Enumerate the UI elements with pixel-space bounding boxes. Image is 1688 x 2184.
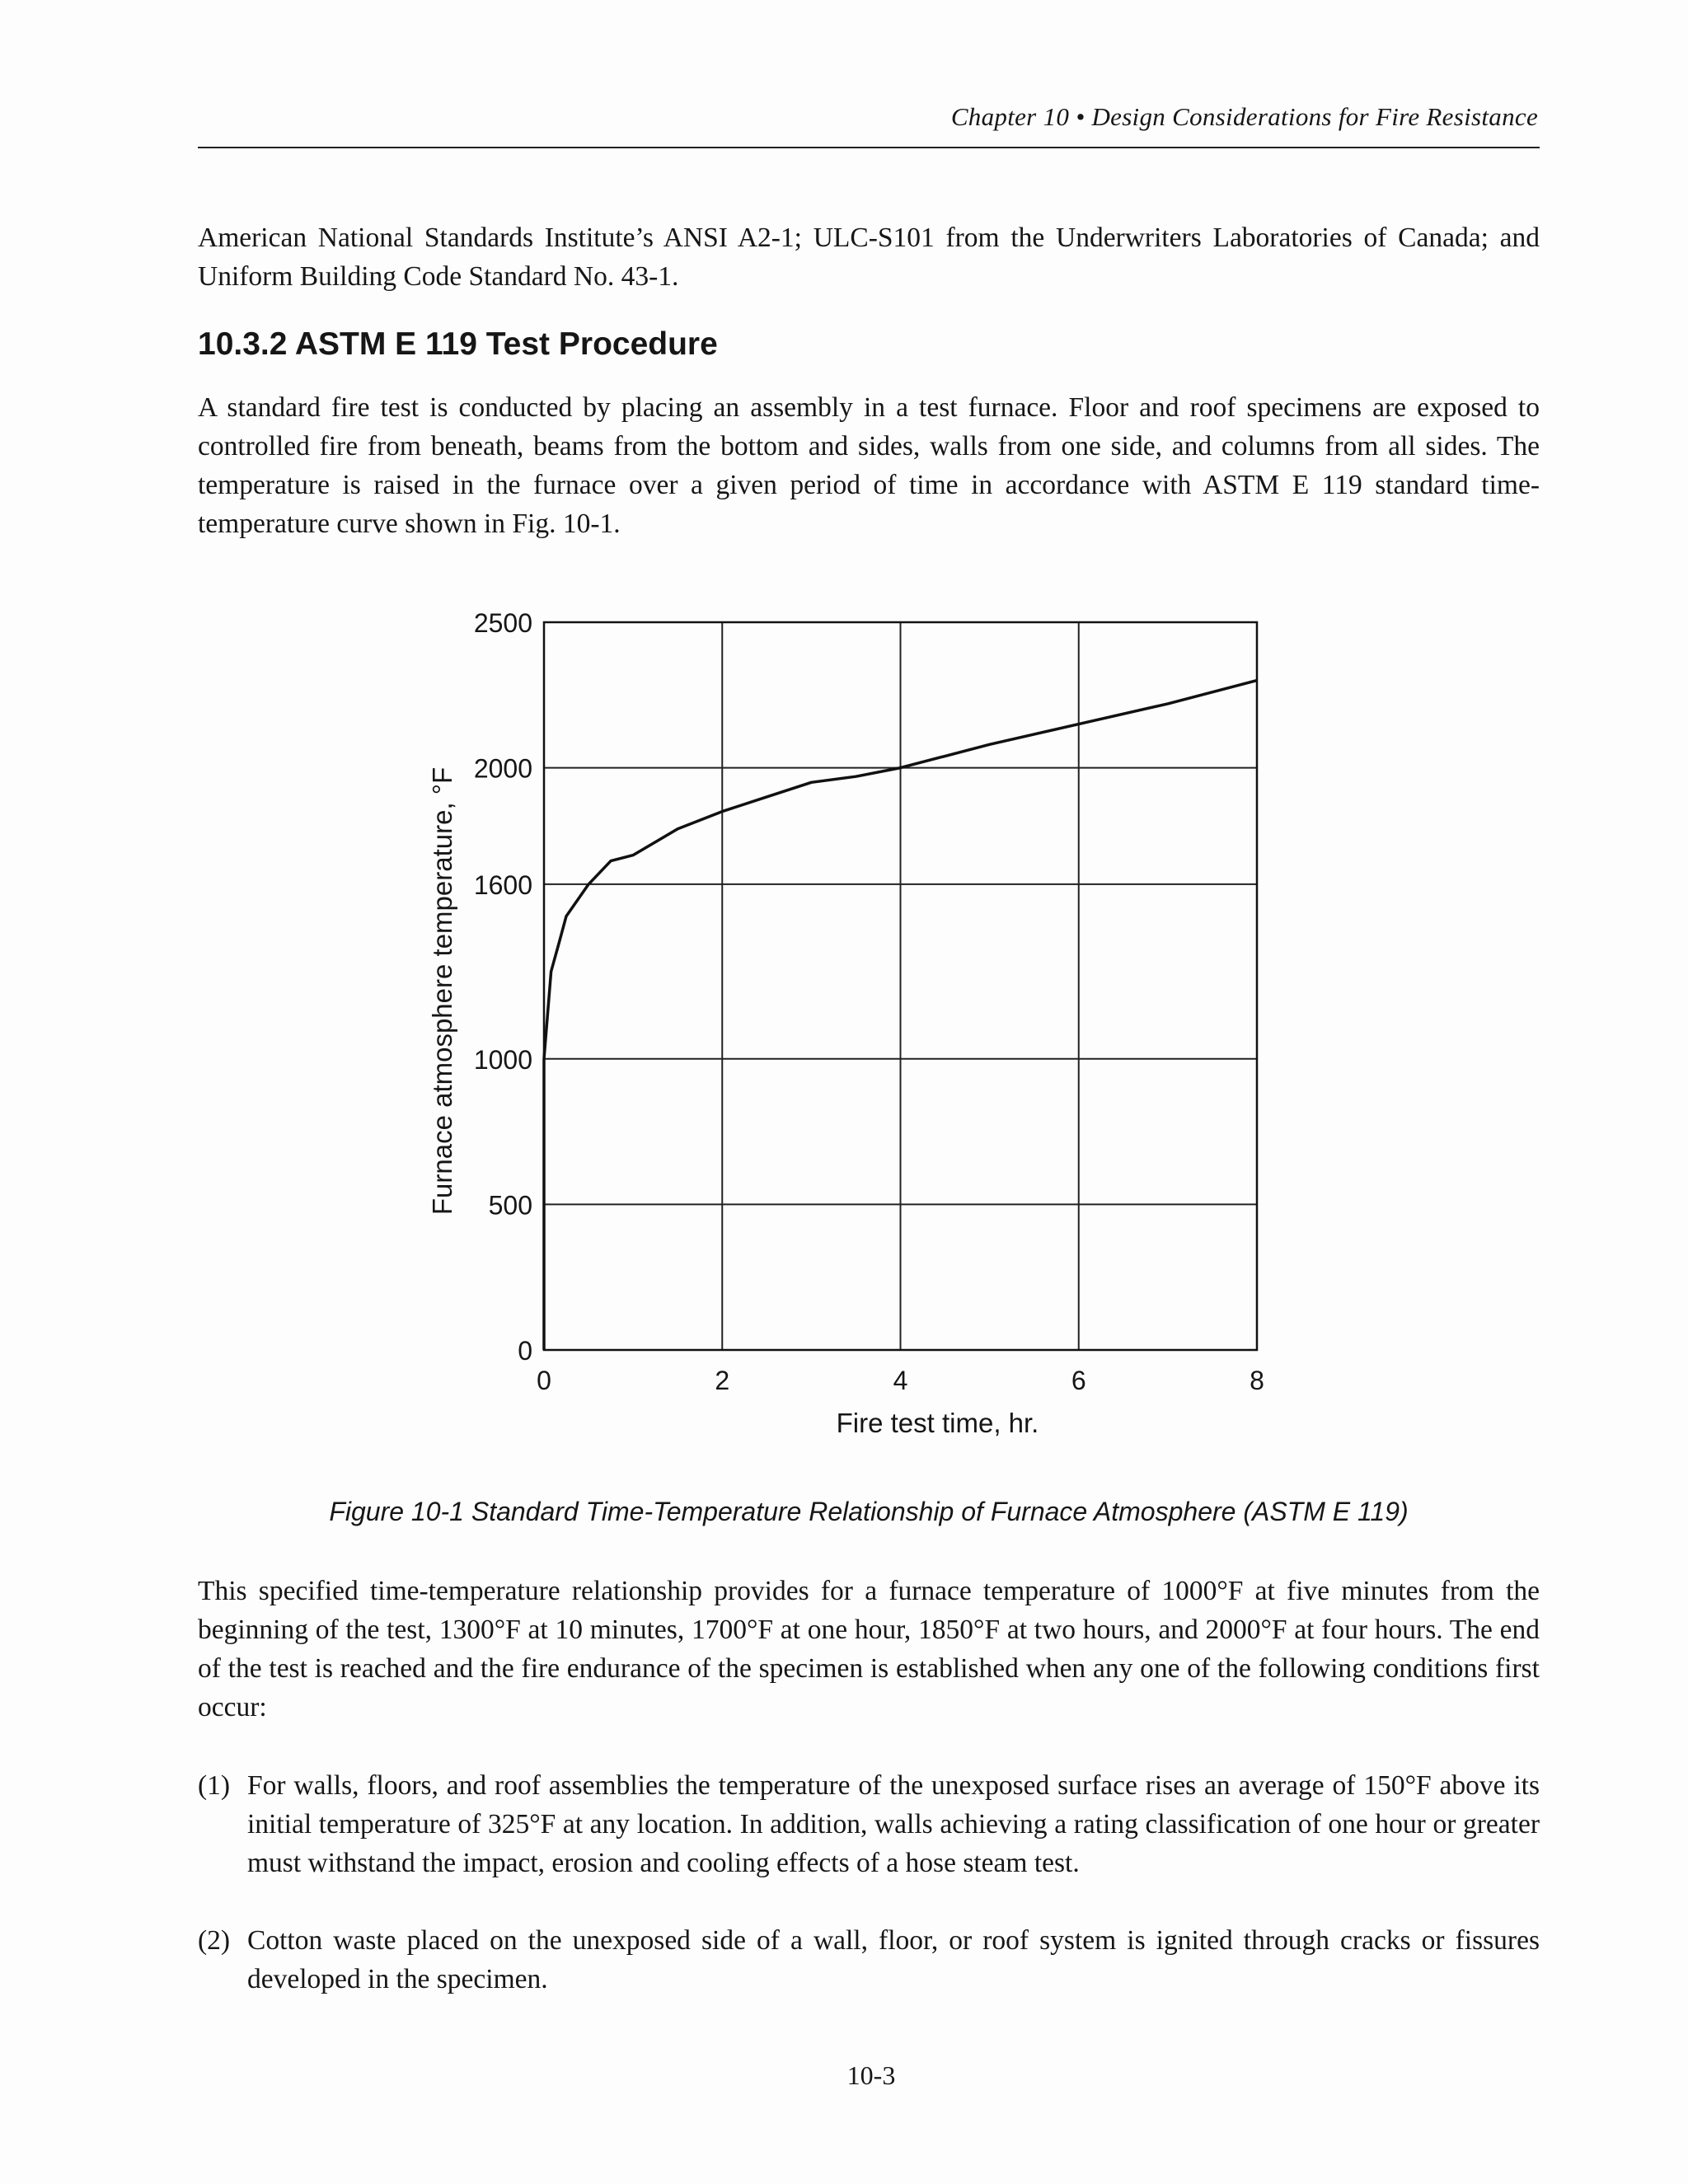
y-tick-labels (474, 608, 532, 1366)
x-tick-labels (537, 1366, 1264, 1395)
x-tick-label: 8 (1250, 1366, 1264, 1395)
y-axis-label: Furnace atmosphere temperature, °F (427, 766, 457, 1216)
y-tick-label: 1600 (473, 869, 532, 900)
x-tick-label: 2 (715, 1366, 730, 1395)
plot-frame (544, 622, 1257, 1350)
x-tick-label: 0 (537, 1366, 551, 1395)
x-axis-label: Fire test time, hr. (836, 1408, 1039, 1438)
y-tick-label: 2500 (473, 608, 532, 638)
figure-caption: Figure 10-1 Standard Time-Temperature Relationship of Furnace Atmosphere (ASTM E 119) (329, 1497, 1409, 1526)
condition-text: Cotton waste placed on the unexposed side of a wall, floor, or roof system is ignited through cracks or fissures developed in the specimen. (247, 1925, 1540, 1994)
page-number: 10-3 (846, 2060, 896, 2090)
condition-item-1 (198, 1766, 1540, 1882)
after-figure-paragraph: This specified time-temperature relationship provides for a furnace temperature of 1000°F at five minutes from the beginning of the test, 1300°F at 10 minutes, 1700°F at one hour, 1850°F at two hours, and 2000°F at four hours. The end of the test is reached and the fire endurance of the specimen is established when any one of the following conditions first occur: (198, 1576, 1540, 1722)
y-tick-label: 0 (518, 1336, 532, 1366)
section-paragraph: A standard fire test is conducted by placing an assembly in a test furnace. Floor and roof specimens are exposed to controlled fire from beneath, beams from the bottom and sides, walls from one side, and columns from all sides. The temperature is raised in the furnace over a given period of time in accordance with ASTM E 119 standard time-temperature curve shown in Fig. 10-1. (198, 392, 1540, 539)
y-tick-label: 2000 (473, 753, 532, 784)
header-rule (198, 147, 1540, 148)
series-line-astm-e119 (544, 681, 1257, 1350)
condition-text: For walls, floors, and roof assemblies the temperature of the unexposed surface rises an average of 150°F above its initial temperature of 325°F at any location. In addition, walls achieving a rating classification of one hour or greater must withstand the impact, erosion and cooling effects of a hose steam test. (247, 1770, 1540, 1878)
condition-item-2 (198, 1921, 1540, 1999)
y-tick-label: 1000 (473, 1044, 532, 1075)
x-tick-label: 4 (893, 1366, 908, 1395)
chart-grid (544, 622, 1257, 1350)
intro-paragraph: American National Standards Institute’s ANSI A2-1; ULC-S101 from the Underwriters Laboratories of Canada; and Uniform Building Code Standard No. 43-1. (198, 223, 1540, 292)
section-heading: 10.3.2 ASTM E 119 Test Procedure (198, 326, 718, 362)
condition-number: (1) (198, 1770, 231, 1801)
y-tick-label: 500 (488, 1190, 532, 1221)
running-head: Chapter 10 • Design Considerations for Fire Resistance (950, 102, 1538, 131)
x-tick-label: 6 (1071, 1366, 1086, 1395)
condition-number: (2) (198, 1925, 231, 1956)
